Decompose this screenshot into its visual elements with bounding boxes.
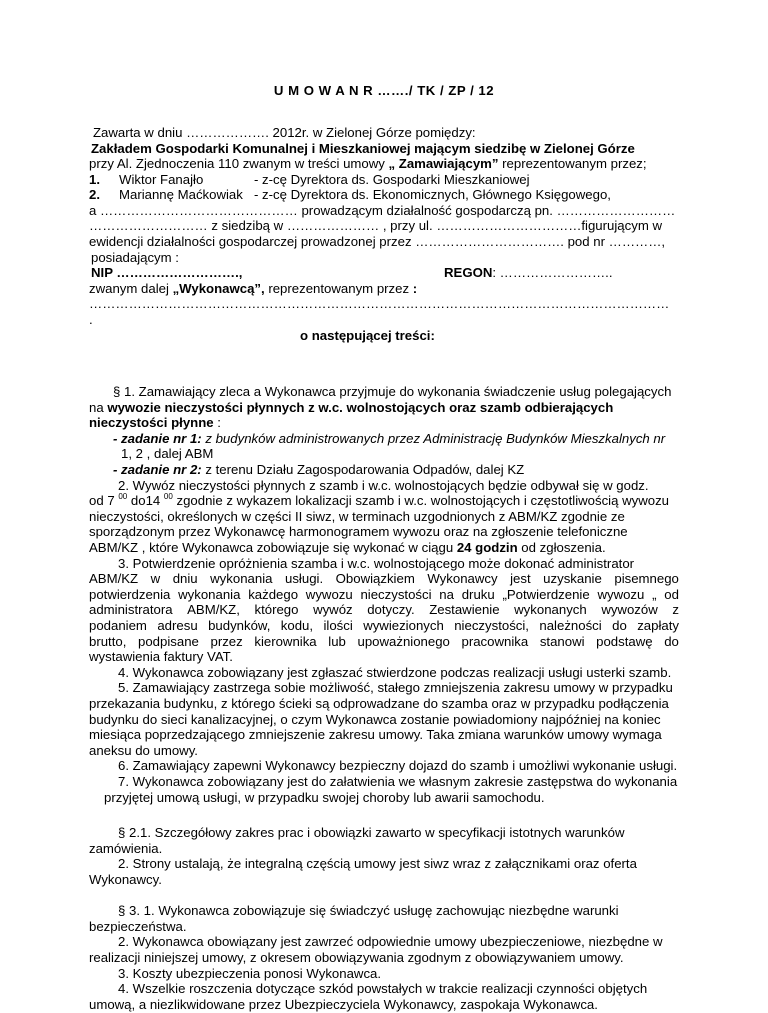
word: „ [652, 587, 657, 602]
word: wywozu [305, 587, 353, 602]
s2-line-4: Wykonawcy. [89, 872, 162, 887]
word: wykonania [210, 571, 273, 586]
regon-value: : …………………….. [492, 265, 613, 280]
s1-p3-line-7: wystawienia faktury VAT. [89, 649, 233, 664]
s1-p2-line-3: nieczystości, określonych w części II siwz, w terminach uzgodnionych z ABM/KZ zgodnie ze [89, 509, 625, 524]
s1-p4: 4. Wykonawca zobowiązany jest zgłaszać stwierdzone podczas realizacji usługi usterki szamb. [118, 665, 672, 680]
task-2-label: - zadanie nr 2: [113, 462, 202, 477]
word: pisemnego [614, 571, 679, 586]
word: do [612, 618, 627, 633]
rep-2-number: 2. [89, 187, 100, 202]
s1-p2-line-1: 2. Wywóz nieczystości płynnych z szamb i w.c. wolnostojących będzie odbywał się w godz. [118, 478, 649, 493]
word: wywozu [597, 587, 645, 602]
word: dniu [172, 571, 198, 586]
word: na [439, 587, 454, 602]
s1-service-bold-2: nieczystości płynne [89, 415, 214, 430]
rep-2-role: - z-cę Dyrektora ds. Ekonomicznych, Głównego Księgowego, [254, 187, 611, 202]
s3-line-1: § 3. 1. Wykonawca zobowiązuje się świadczyć usługę zachowując niezbędne warunki [118, 903, 619, 918]
task-1-label: - zadanie nr 1: [113, 431, 202, 446]
s1-p6: 6. Zamawiający zapewni Wykonawcy bezpieczny dojazd do szamb i umożliwi wykonanie usługi. [118, 758, 678, 773]
s1-p5-line-3: budynku do sieci kanalizacyjnej, o czym Wykonawca zostanie powiadomiony najpóźniej na koniec [89, 712, 661, 727]
word: upoważnionego [357, 634, 450, 649]
word: nieczystości, [454, 618, 529, 633]
word: pracownika [461, 634, 529, 649]
s3-line-7: umową, a niezlikwidowane przez Ubezpieczyciela Wykonawcy, zaspokaja Wykonawca. [89, 997, 598, 1012]
nip-field: NIP ………………………., [91, 265, 243, 280]
word: Obowiązkiem [335, 571, 415, 586]
word: wywozów [601, 602, 658, 617]
representative-2 [89, 187, 611, 203]
hours-to-sup: 00 [163, 492, 173, 501]
word: ABM/KZ, [187, 602, 240, 617]
intro-line-11-tail: reprezentowanym przez [264, 281, 413, 296]
word: kodu, [280, 618, 314, 633]
task-2-text: z terenu Działu Zagospodarowania Odpadów, dalej KZ [201, 462, 525, 477]
response-time: 24 godzin [456, 540, 518, 555]
intro-line-3-text: przy Al. Zjednoczenia 110 zwanym w treści umowy [89, 156, 389, 171]
rep-1-number: 1. [89, 172, 100, 187]
s1-p2-line-5 [89, 540, 606, 556]
s1-line-2-text: na [89, 400, 108, 415]
intro-dotted-line: …………………………………………………………………………………………………………………… [89, 296, 670, 311]
s1-line-2 [89, 400, 613, 416]
word: usługi. [285, 571, 324, 586]
s1-p2-line-2 [89, 493, 669, 509]
word: dotyczy. [367, 602, 415, 617]
s3-line-2: bezpieczeństwa. [89, 919, 187, 934]
task-2 [113, 462, 524, 478]
word: uzyskanie [543, 571, 602, 586]
regon-label: REGON [444, 265, 493, 280]
s1-p2-line-5-text: ABM/KZ , które Wykonawca zobowiązuje się wykonać w ciągu [89, 540, 457, 555]
s1-p2-line-4: sporządzonym przez Wykonawcę harmonogramem wywozu oraz na zgłoszenie telefoniczne [89, 524, 628, 539]
word: Zestawienie [429, 602, 500, 617]
s1-p7-line-1: 7. Wykonawca zobowiązany jest do załatwienia we własnym zakresie zastępstwa do wykonania [118, 774, 678, 789]
word: wykonanych [514, 602, 587, 617]
s1-line-3-colon: : [213, 415, 221, 430]
word: „Potwierdzenie [502, 587, 590, 602]
contract-title: U M O W A N R ……./ TK / ZP / 12 [273, 83, 495, 98]
s1-p5-line-4: miesiąca poprzedzającego zmniejszenie zakresu umowy. Taka zmiana warunków umowy wymaga [89, 727, 662, 742]
employer-name: Zakładem Gospodarki Komunalnej i Mieszkaniowej mającym siedzibę w Zielonej Górze [91, 141, 635, 156]
word: ilości [323, 618, 353, 633]
rep-1-name: Wiktor Fanajło [119, 172, 204, 187]
s1-p3-line-5 [89, 618, 679, 634]
word: podstawę [596, 634, 653, 649]
word: kierownika [254, 634, 317, 649]
intro-dot: . [89, 312, 93, 327]
s1-p3-line-2 [89, 571, 679, 587]
s1-p5-line-1: 5. Zamawiający zastrzega sobie możliwość, stałego zmniejszenia zakresu umowy w przypadku [118, 680, 673, 695]
rep-1-role: - z-cę Dyrektora ds. Gospodarki Mieszkaniowej [254, 172, 530, 187]
word: stanowi [539, 634, 585, 649]
s1-p2-line-2-text: zgodnie z wykazem lokalizacji szamb i w.c. wolnostojących i częstotliwością wywozu [172, 493, 670, 508]
word: Wykonawcy [427, 571, 498, 586]
s2-line-3: 2. Strony ustalają, że integralną częścią umowy jest siwz wraz z załącznikami oraz oferta [118, 856, 637, 871]
hours-from-sup: 00 [118, 492, 128, 501]
word: podaniem [89, 618, 147, 633]
intro-line-9: posiadającym : [91, 250, 179, 265]
s1-line-3 [89, 415, 221, 431]
intro-line-1: Zawarta w dniu ………………. 2012r. w Zielonej Górze pomiędzy: [93, 125, 476, 140]
word: druku [461, 587, 495, 602]
word: którego [254, 602, 299, 617]
s2-line-1: § 2.1. Szczegółowy zakres prac i obowiązki zawarto w specyfikacji istotnych warunków [118, 825, 625, 840]
intro-line-3 [89, 156, 647, 172]
word: wywiezionych [363, 618, 444, 633]
regon-field [444, 265, 613, 281]
word: jest [510, 571, 531, 586]
word: zapłaty [637, 618, 679, 633]
word: od [664, 587, 679, 602]
word: adresu [157, 618, 198, 633]
s1-p7-line-2: przyjętej umową usługi, w przypadku swojej choroby lub awarii samochodu. [104, 790, 545, 805]
word: budynków, [208, 618, 271, 633]
wykonawca-term: „Wykonawcą”, [172, 281, 265, 296]
s1-line-1: § 1. Zamawiający zleca a Wykonawca przyjmuje do wykonania świadczenie usług polegających [113, 384, 672, 399]
zamawiajacy-term: „ Zamawiającym” [388, 156, 499, 171]
word: nieczystości [360, 587, 432, 602]
s3-line-3: 2. Wykonawca obowiązany jest zawrzeć odpowiednie umowy ubezpieczeniowe, niezbędne w [118, 934, 663, 949]
intro-line-11 [89, 281, 417, 297]
word: przez [210, 634, 243, 649]
word: do [664, 634, 679, 649]
word: potwierdzenia [89, 587, 171, 602]
s1-p3-line-1: 3. Potwierdzenie opróżnienia szamba i w.c. wolnostojącego może dokonać administrator [118, 556, 635, 571]
representative-1 [89, 172, 530, 188]
hours-from: od 7 [89, 493, 119, 508]
s1-service-bold: wywozie nieczystości płynnych z w.c. wolnostojących oraz szamb odbierających [107, 400, 614, 415]
intro-line-8: ewidencji działalności gospodarczej prowadzonej przez ……………………………. pod nr …………, [89, 234, 666, 249]
hours-to: do14 [127, 493, 164, 508]
task-1 [113, 431, 665, 447]
intro-line-11-text: zwanym dalej [89, 281, 173, 296]
s1-p3-line-6 [89, 634, 679, 650]
word: administratora [89, 602, 173, 617]
intro-line-11-colon: : [412, 281, 418, 296]
word: każdego [248, 587, 299, 602]
word: wykonania [178, 587, 241, 602]
word: ABM/KZ [89, 571, 139, 586]
s1-p2-line-5-tail: od zgłoszenia. [517, 540, 606, 555]
task-1-cont: 1, 2 , dalej ABM [121, 446, 214, 461]
s3-line-5: 3. Koszty ubezpieczenia ponosi Wykonawca. [118, 966, 382, 981]
intro-line-3-tail: reprezentowanym przez; [498, 156, 647, 171]
word: podpisane [138, 634, 199, 649]
s1-p5-line-5: aneksu do umowy. [89, 743, 198, 758]
word: lub [328, 634, 346, 649]
word: w [150, 571, 161, 586]
word: brutto, [89, 634, 127, 649]
content-heading: o następującej treści: [300, 328, 435, 343]
word: należności [539, 618, 602, 633]
s2-line-2: zamówienia. [89, 841, 163, 856]
task-1-text: z budynków administrowanych przez Administrację Budynków Mieszkalnych nr [201, 431, 666, 446]
rep-2-name: Mariannę Maćkowiak [119, 187, 243, 202]
s3-line-4: realizacji niniejszej umowy, z okresem obowiązywania zgodnym z obowiązywaniem umowy. [89, 950, 624, 965]
s1-p3-line-3 [89, 587, 679, 603]
intro-line-6: a ……………………………………… prowadzącym działalność gospodarczą pn. ……………………… [89, 203, 676, 218]
word: wywóz [313, 602, 353, 617]
s3-line-6: 4. Wszelkie roszczenia dotyczące szkód powstałych w trakcie realizacji czynności objętych [118, 981, 648, 996]
intro-line-7: ……………………… z siedzibą w ………………… , przy ul. ……………………………figurującym w [89, 218, 662, 233]
s1-p3-line-4 [89, 602, 679, 618]
word: z [672, 602, 679, 617]
s1-p5-line-2: przekazania budynku, z którego ścieki są odprowadzane do szamba oraz w przypadku podłączenia [89, 696, 669, 711]
